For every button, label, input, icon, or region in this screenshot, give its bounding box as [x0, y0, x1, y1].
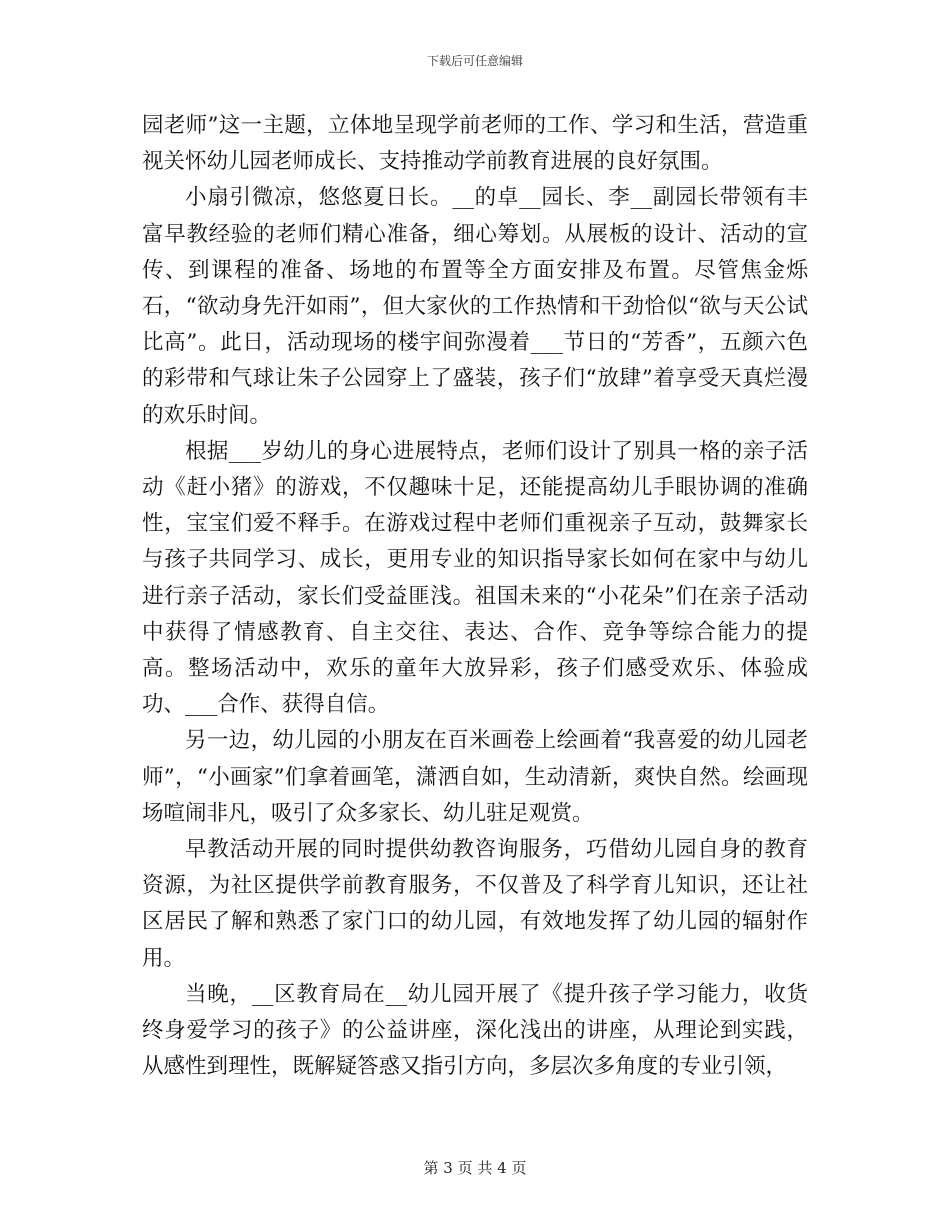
paragraph: 当晚，__区教育局在__幼儿园开展了《提升孩子学习能力，收货终身爱学习的孩子》的公益讲座，深化浅出的讲座，从理论到实践，从感性到理性，既解疑答惑又指引方向，多层次多角度的专业引领， — [142, 981, 808, 1080]
paragraph: 小扇引微凉，悠悠夏日长。__的卓__园长、李__副园长带领有丰富早教经验的老师们精心准备，细心筹划。从展板的设计、活动的宣传、到课程的准备、场地的布置等全方面安排及布置。尽管焦金烁石，“欲动身先汗如雨”，但大家伙的工作热情和干劲恰似“欲与天公试比高”。此日，活动现场的楼宇间弥漫着___节日的“芳香”，五颜六色的彩带和气球让朱子公园穿上了盛装，孩子们“放肆”着享受天真烂漫的欢乐时间。 — [142, 185, 808, 428]
paragraph: 另一边，幼儿园的小朋友在百米画卷上绘画着“我喜爱的幼儿园老师”，“小画家”们拿着画笔，潇洒自如，生动清新，爽快自然。绘画现场喧闹非凡，吸引了众多家长、幼儿驻足观赏。 — [142, 728, 808, 826]
page-header-note: 下载后可任意编辑 — [426, 54, 523, 68]
page-number-footer: 第 3 页 共 4 页 — [423, 1159, 527, 1177]
paragraph-continued: 园老师”这一主题，立体地呈现学前老师的工作、学习和生活，营造重视关怀幼儿园老师成长、支持推动学前教育进展的良好氛围。 — [142, 113, 808, 175]
paragraph: 早教活动开展的同时提供幼教咨询服务，巧借幼儿园自身的教育资源，为社区提供学前教育服务，不仅普及了科学育儿知识，还让社区居民了解和熟悉了家门口的幼儿园，有效地发挥了幼儿园的辐射作用。 — [142, 837, 808, 971]
body-text — [142, 108, 808, 1085]
paragraph: 根据___岁幼儿的身心进展特点，老师们设计了别具一格的亲子活动《赶小猪》的游戏，不仅趣味十足，还能提高幼儿手眼协调的准确性，宝宝们爱不释手。在游戏过程中老师们重视亲子互动，鼓舞家长与孩子共同学习、成长，更用专业的知识指导家长如何在家中与幼儿进行亲子活动，家长们受益匪浅。祖国未来的“小花朵”们在亲子活动中获得了情感教育、自主交往、表达、合作、竞争等综合能力的提高。整场活动中，欢乐的童年大放异彩，孩子们感受欢乐、体验成功、___合作、获得自信。 — [142, 438, 808, 718]
